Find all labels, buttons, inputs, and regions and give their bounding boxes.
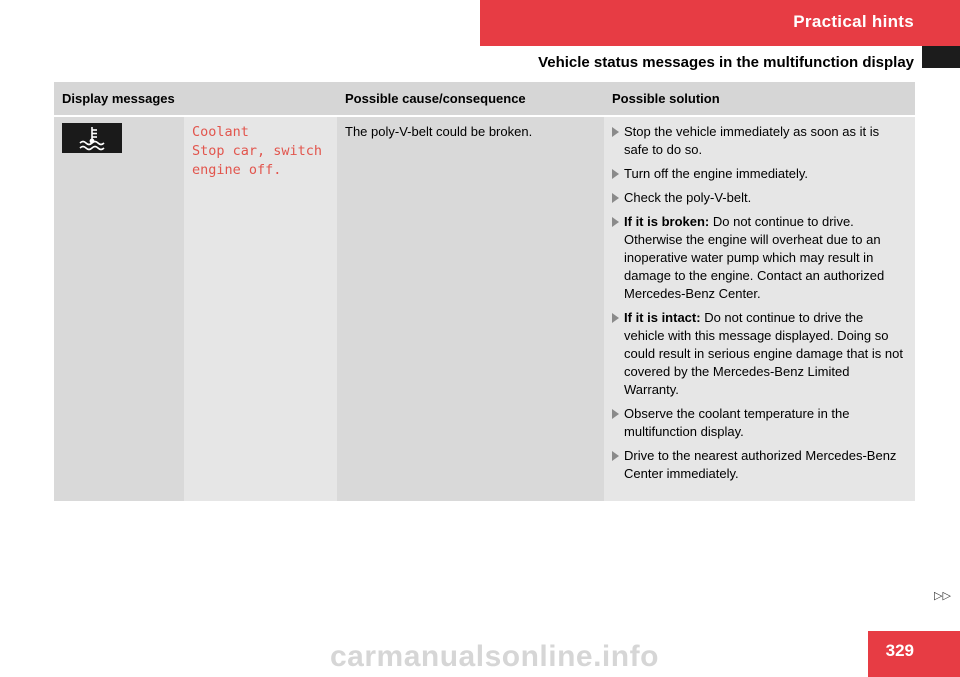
list-item (612, 309, 907, 399)
solution-text: Drive to the nearest authorized Mercedes-Benz Center immediately. (624, 448, 897, 481)
solution-text: Turn off the engine immediately. (624, 166, 809, 181)
list-item (612, 213, 907, 303)
list-item (612, 123, 907, 159)
solution-text: Check the poly-V-belt. (624, 190, 752, 205)
table-row (54, 116, 915, 501)
display-message-line: Coolant (192, 124, 249, 140)
bullet-arrow-icon (612, 451, 619, 461)
display-message-text (192, 123, 329, 180)
display-message-cell (184, 116, 337, 501)
status-messages-table (54, 82, 915, 501)
bullet-arrow-icon (612, 127, 619, 137)
bullet-arrow-icon (612, 169, 619, 179)
list-item (612, 189, 907, 207)
watermark: carmanualsonline.info (330, 640, 659, 673)
page-number-box (868, 631, 960, 677)
table-header-row (54, 82, 915, 116)
header-band (480, 0, 960, 46)
bullet-arrow-icon (612, 409, 619, 419)
solution-text: Stop the vehicle immediately as soon as it is safe to do so. (624, 124, 880, 157)
column-header-solution: Possible solution (604, 82, 915, 116)
list-item (612, 447, 907, 483)
header-tab-marker (922, 46, 960, 68)
bullet-arrow-icon (612, 313, 619, 323)
solution-condition: If it is intact: (624, 310, 701, 325)
list-item (612, 405, 907, 441)
cause-cell: The poly-V-belt could be broken. (337, 116, 604, 501)
bullet-arrow-icon (612, 193, 619, 203)
column-header-cause: Possible cause/consequence (337, 82, 604, 116)
solution-cell (604, 116, 915, 501)
solution-text: Do not continue to drive the vehicle with this message displayed. Doing so could result in serious engine damage that is not covered by the Mercedes-Benz Limited Warranty. (624, 310, 903, 397)
display-message-line: engine off. (192, 162, 282, 178)
icon-cell (54, 116, 184, 501)
continuation-marker: ▷▷ (934, 590, 951, 602)
column-header-display-messages: Display messages (54, 82, 337, 116)
bullet-arrow-icon (612, 217, 619, 227)
list-item (612, 165, 907, 183)
solution-condition: If it is broken: (624, 214, 710, 229)
section-title: Practical hints (793, 12, 914, 31)
solution-text: Observe the coolant temperature in the multifunction display. (624, 406, 850, 439)
page-number: 329 (885, 641, 914, 660)
solution-text: Do not continue to drive. Otherwise the engine will overheat due to an inoperative water pump which may result in damage to the engine. Contact an authorized Mercedes-Benz Center. (624, 214, 885, 301)
coolant-temperature-icon (62, 123, 122, 153)
page-subtitle: Vehicle status messages in the multifunction display (538, 54, 914, 71)
display-message-line: Stop car, switch (192, 143, 323, 159)
